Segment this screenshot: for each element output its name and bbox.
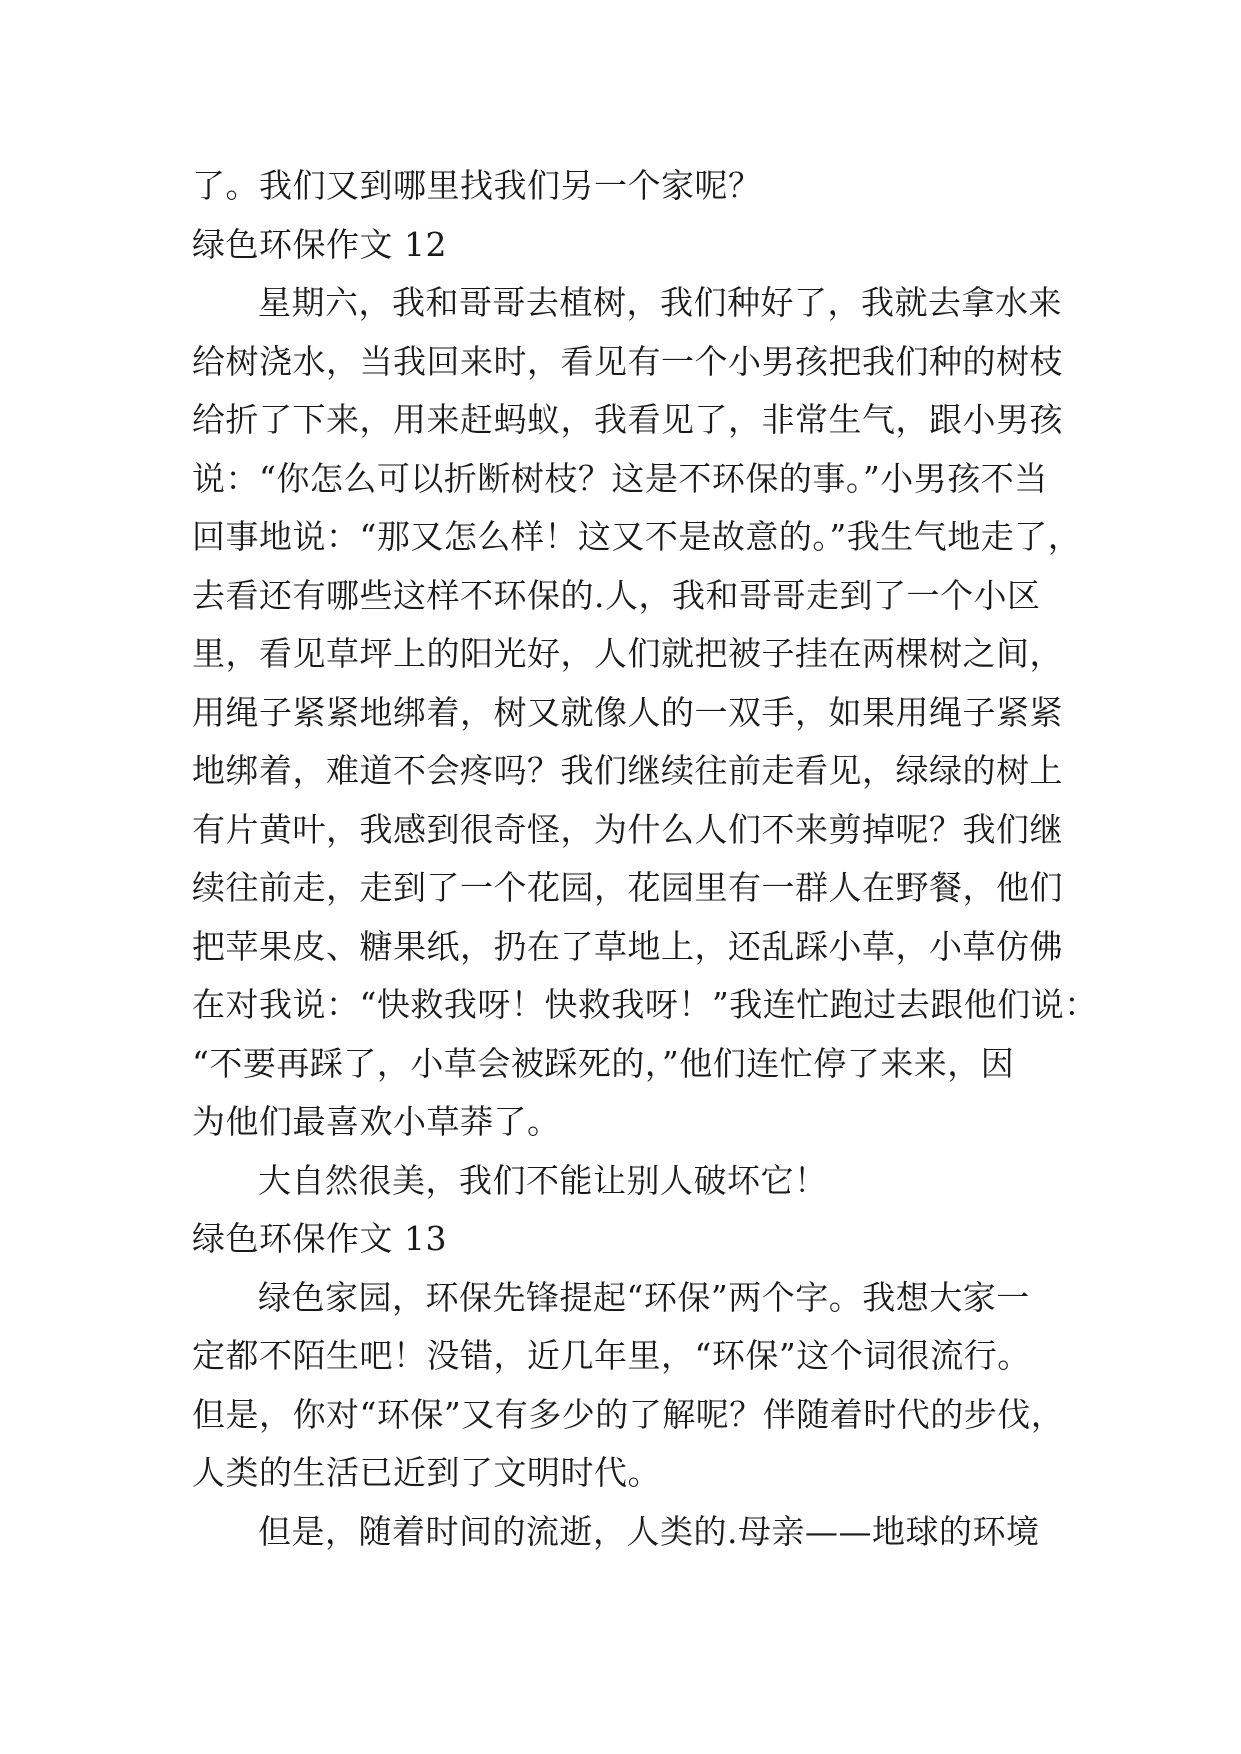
text-line: 绿色环保作文 12 (192, 224, 447, 264)
document-body (192, 157, 1098, 1561)
text-line: 回事地说：“那又怎么样！这又不是故意的。”我生气地走了， (192, 517, 1082, 556)
text-line: 给树浇水，当我回来时，看见有一个小男孩把我们种的树枝 (192, 341, 1063, 381)
text-line: 但是，随着时间的流逝，人类的.母亲——地球的环境 (258, 1511, 1040, 1551)
text-line: 但是，你对“环保”又有多少的了解呢？伴随着时代的步伐， (192, 1394, 1065, 1434)
text-line: “不要再踩了，小草会被踩死的，”他们连忙停了来来，因 (192, 1043, 1015, 1083)
text-line: 里，看见草坪上的阳光好，人们就把被子挂在两棵树之间， (192, 634, 1063, 673)
text-line: 为他们最喜欢小草莽了。 (192, 1102, 561, 1141)
text-line: 绿色家园，环保先锋提起“环保”两个字。我想大家一 (258, 1277, 1030, 1317)
text-line: 给折了下来，用来赶蚂蚁，我看见了，非常生气，跟小男孩 (192, 400, 1063, 439)
text-line: 了。我们又到哪里找我们另一个家呢？ (192, 166, 762, 205)
text-line: 续往前走，走到了一个花园，花园里有一群人在野餐，他们 (192, 868, 1063, 907)
text-line: 人类的生活已近到了文明时代。 (192, 1453, 661, 1492)
text-line: 地绑着，难道不会疼吗？我们继续往前走看见，绿绿的树上 (192, 751, 1063, 790)
text-line: 把苹果皮、糖果纸，扔在了草地上，还乱踩小草，小草仿佛 (192, 926, 1063, 966)
text-line: 星期六，我和哥哥去植树，我们种好了，我就去拿水来 (258, 283, 1062, 322)
text-line: 有片黄叶，我感到很奇怪，为什么人们不来剪掉呢？我们继 (192, 809, 1063, 849)
text-line: 绿色环保作文 13 (192, 1219, 447, 1258)
text-line: 说：“你怎么可以折断树枝？这是不环保的事。”小男孩不当 (192, 458, 1048, 498)
text-line: 定都不陌生吧！没错，近几年里，“环保”这个词很流行。 (192, 1336, 1031, 1375)
text-line: 在对我说：“快救我呀！快救我呀！”我连忙跑过去跟他们说： (192, 985, 1098, 1024)
text-line: 去看还有哪些这样不环保的.人，我和哥哥走到了一个小区 (192, 575, 1041, 615)
text-line: 大自然很美，我们不能让别人破坏它！ (258, 1160, 828, 1200)
text-line: 用绳子紧紧地绑着，树又就像人的一双手，如果用绳子紧紧 (192, 692, 1063, 732)
